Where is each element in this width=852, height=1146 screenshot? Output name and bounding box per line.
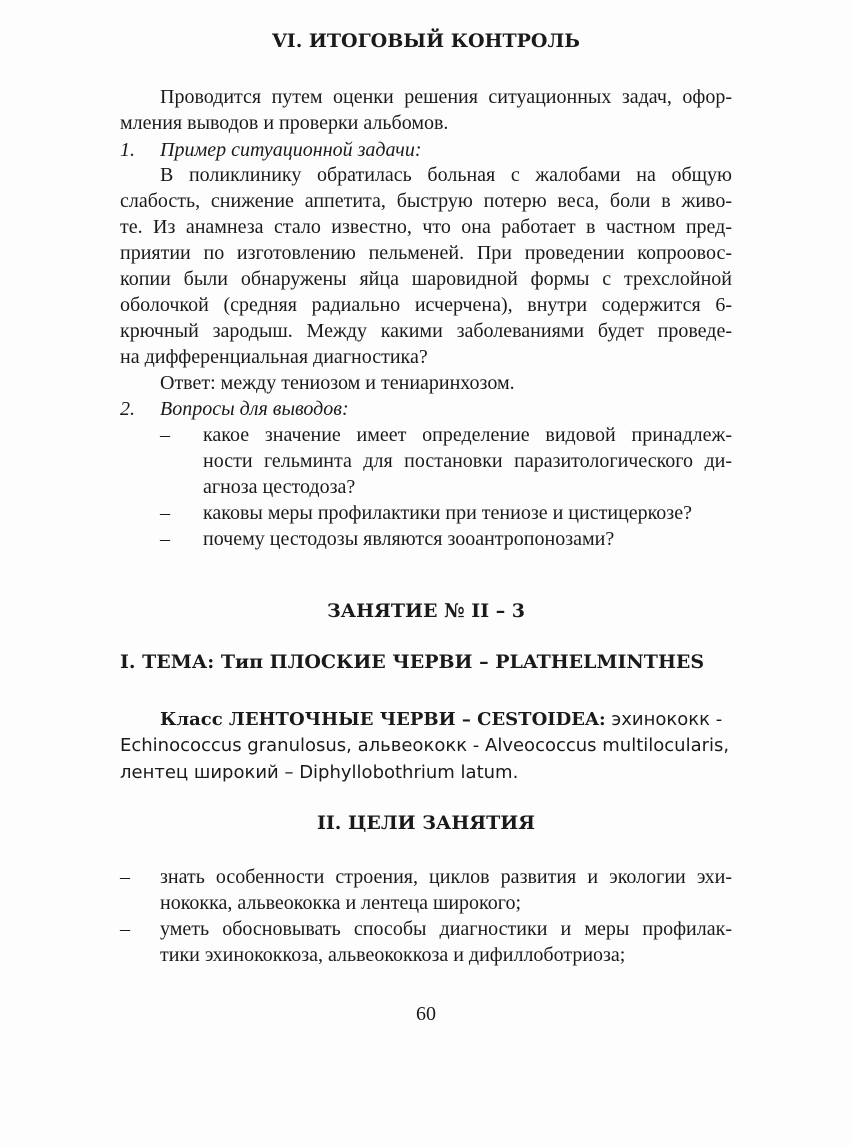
bullet-dash: – [120,918,130,940]
goal-line-1: знать особенности строения, циклов развития и экологии эхи- [160,866,732,888]
class-species-1: эхинококк - [605,709,723,730]
task-line-4: приятии по изготовлению пельменей. При проведении копроовос- [120,242,732,264]
intro-line-1: Проводится путем оценки решения ситуационных задач, офор- [160,86,732,108]
questions-title: Вопросы для выводов: [160,398,349,420]
goal-line-3: уметь обосновывать способы диагностики и меры профилак- [160,918,732,940]
goals-title: II. ЦЕЛИ ЗАНЯТИЯ [317,812,535,834]
lesson-topic: I. ТЕМА: Тип ПЛОСКИЕ ЧЕРВИ – PLATHELMINTHES [120,651,705,673]
bullet-dash: – [160,502,170,524]
class-name: Класс ЛЕНТОЧНЫЕ ЧЕРВИ – CESTOIDEA: [160,709,606,730]
goal-line-2: нококка, альвеококка и лентеца широкого; [160,892,522,914]
bullet-dash: – [160,424,170,446]
class-line-3: лентец широкий – Diphyllobothrium latum. [120,762,519,783]
lesson-title: ЗАНЯТИЕ № II – 3 [326,600,526,622]
question-line-1: какое значение имеет определение видовой принадлеж- [203,424,732,446]
task-line-7: крючный зародыш. Между какими заболеваниями будет проведе- [120,320,732,342]
task-line-6: оболочкой (средняя радиально исчерчена), внутри содержится 6- [120,294,732,316]
section-final-control-title: VI. ИТОГОВЫЙ КОНТРОЛЬ [272,30,580,52]
question-line-3: агноза цестодоза? [203,476,356,498]
question-line-2: ности гельминта для постановки паразитологического ди- [203,450,732,472]
answer-text: Ответ: между тениозом и тениаринхозом. [160,372,515,394]
class-line-2: Echinococcus granulosus, альвеококк - Alveococcus multilocularis, [120,735,730,756]
task-line-5: копии были обнаружены яйца шаровидной формы с трехслойной [120,268,732,290]
task-line-1: В поликлинику обратилась больная с жалобами на общую [160,164,732,186]
goal-line-4: тики эхинококкоза, альвеококкоза и дифиллоботриоза; [160,944,626,966]
page-number: 60 [416,1003,436,1025]
bullet-dash: – [120,866,130,888]
example-number: 1. [120,139,135,161]
task-line-2: слабость, снижение аппетита, быструю потерю веса, боли в живо- [120,190,732,212]
task-line-8: на дифференциальная диагностика? [120,346,428,368]
intro-line-2: мления выводов и проверки альбомов. [120,112,449,134]
questions-number: 2. [120,398,135,420]
task-line-3: те. Из анамнеза стало известно, что она работает в частном пред- [120,216,732,238]
example-title: Пример ситуационной задачи: [160,139,422,161]
question-line-5: почему цестодозы являются зооантропонозами? [203,528,615,550]
class-line-1 [160,706,722,733]
question-line-4: каковы меры профилактики при тениозе и цистицеркозе? [203,502,692,524]
bullet-dash: – [160,528,170,550]
